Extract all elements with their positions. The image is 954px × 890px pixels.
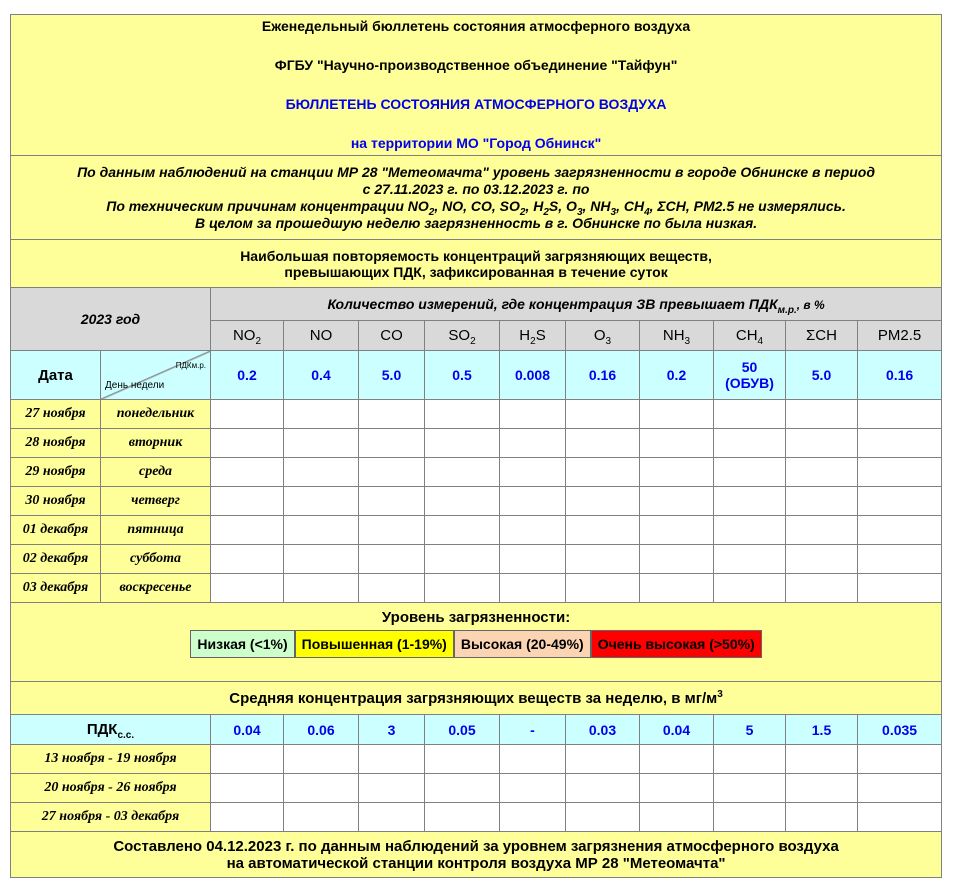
pollutant-header: ΣCH bbox=[786, 321, 858, 351]
day-value-cell bbox=[566, 429, 640, 458]
pdk-mr-value: 50 (ОБУВ) bbox=[714, 351, 786, 400]
level-title: Уровень загрязненности: bbox=[381, 609, 571, 626]
week-row bbox=[11, 745, 942, 774]
week-row bbox=[11, 774, 942, 803]
pdk-ss-value: 0.06 bbox=[284, 715, 359, 745]
pdk-mr-value: 0.4 bbox=[284, 351, 359, 400]
pdk-mr-value: 5.0 bbox=[359, 351, 425, 400]
week-value-cell bbox=[500, 774, 566, 803]
day-value-cell bbox=[425, 487, 500, 516]
section1-title bbox=[11, 240, 942, 288]
day-weekday: четверг bbox=[101, 487, 211, 516]
day-date: 02 декабря bbox=[11, 545, 101, 574]
section1-title-line-2: превышающих ПДК, зафиксированная в течение суток bbox=[284, 263, 668, 280]
week-range: 27 ноября - 03 декабря bbox=[11, 803, 211, 832]
day-value-cell bbox=[500, 574, 566, 603]
header-line-1: Еженедельный бюллетень состояния атмосферного воздуха bbox=[261, 18, 691, 34]
week-value-cell bbox=[714, 803, 786, 832]
bulletin bbox=[10, 14, 942, 878]
day-value-cell bbox=[640, 429, 714, 458]
week-value-cell bbox=[425, 774, 500, 803]
day-value-cell bbox=[566, 574, 640, 603]
pdk-ss-value: 3 bbox=[359, 715, 425, 745]
day-value-cell bbox=[425, 458, 500, 487]
day-value-cell bbox=[714, 458, 786, 487]
year-label: 2023 год bbox=[11, 288, 211, 351]
day-value-cell bbox=[640, 458, 714, 487]
day-date: 28 ноября bbox=[11, 429, 101, 458]
day-row bbox=[11, 516, 942, 545]
bulletin-table bbox=[10, 14, 942, 878]
week-value-cell bbox=[786, 774, 858, 803]
day-value-cell bbox=[284, 545, 359, 574]
pdk-ss-label: $ПДК_{с.с.}$ bbox=[11, 715, 211, 745]
day-value-cell bbox=[786, 458, 858, 487]
day-weekday: суббота bbox=[101, 545, 211, 574]
week-range: 13 ноября - 19 ноября bbox=[11, 745, 211, 774]
day-value-cell bbox=[284, 487, 359, 516]
pollutant-header: $SO_2$ bbox=[425, 321, 500, 351]
week-value-cell bbox=[640, 803, 714, 832]
weeks-body bbox=[11, 745, 942, 832]
pollutant-header: PM2.5 bbox=[858, 321, 942, 351]
week-value-cell bbox=[284, 774, 359, 803]
week-value-cell bbox=[211, 745, 284, 774]
diag-top-label: ПДКм.р. bbox=[175, 361, 206, 370]
pdk-mr-value: 0.2 bbox=[640, 351, 714, 400]
day-value-cell bbox=[786, 574, 858, 603]
day-value-cell bbox=[566, 487, 640, 516]
day-value-cell bbox=[786, 545, 858, 574]
day-value-cell bbox=[211, 545, 284, 574]
day-row bbox=[11, 458, 942, 487]
week-value-cell bbox=[211, 803, 284, 832]
day-value-cell bbox=[359, 458, 425, 487]
diag-bottom-label: День недели bbox=[105, 380, 165, 391]
pdk-ss-value: 0.035 bbox=[858, 715, 942, 745]
day-value-cell bbox=[425, 545, 500, 574]
day-value-cell bbox=[640, 574, 714, 603]
footer bbox=[11, 832, 942, 878]
day-value-cell bbox=[858, 458, 942, 487]
day-value-cell bbox=[211, 487, 284, 516]
day-date: 03 декабря bbox=[11, 574, 101, 603]
days-body bbox=[11, 400, 942, 603]
week-value-cell bbox=[566, 745, 640, 774]
pdk-ss-value: 0.03 bbox=[566, 715, 640, 745]
day-value-cell bbox=[211, 400, 284, 429]
day-value-cell bbox=[858, 574, 942, 603]
level-block bbox=[11, 603, 942, 682]
pdk-mr-value: 0.2 bbox=[211, 351, 284, 400]
level-elevated: Повышенная (1-19%) bbox=[295, 630, 454, 658]
day-value-cell bbox=[500, 545, 566, 574]
day-value-cell bbox=[359, 400, 425, 429]
day-date: 29 ноября bbox=[11, 458, 101, 487]
day-row bbox=[11, 400, 942, 429]
week-value-cell bbox=[858, 745, 942, 774]
day-value-cell bbox=[211, 574, 284, 603]
day-value-cell bbox=[425, 574, 500, 603]
week-row bbox=[11, 803, 942, 832]
level-legend bbox=[190, 630, 761, 658]
day-value-cell bbox=[714, 429, 786, 458]
level-high: Высокая (20-49%) bbox=[454, 630, 591, 658]
week-value-cell bbox=[500, 803, 566, 832]
day-value-cell bbox=[714, 574, 786, 603]
week-value-cell bbox=[359, 803, 425, 832]
week-value-cell bbox=[858, 774, 942, 803]
day-value-cell bbox=[284, 429, 359, 458]
week-value-cell bbox=[858, 803, 942, 832]
level-low: Низкая (<1%) bbox=[190, 630, 294, 658]
day-weekday: пятница bbox=[101, 516, 211, 545]
day-value-cell bbox=[714, 487, 786, 516]
day-value-cell bbox=[566, 458, 640, 487]
day-value-cell bbox=[359, 487, 425, 516]
day-value-cell bbox=[714, 516, 786, 545]
summary-line-2: с 27.11.2023 г. по 03.12.2023 г. по bbox=[362, 180, 590, 197]
day-value-cell bbox=[211, 458, 284, 487]
day-date: 01 декабря bbox=[11, 516, 101, 545]
week-value-cell bbox=[500, 745, 566, 774]
pollutant-header: $O_3$ bbox=[566, 321, 640, 351]
day-value-cell bbox=[858, 487, 942, 516]
day-value-cell bbox=[858, 516, 942, 545]
day-row bbox=[11, 429, 942, 458]
day-value-cell bbox=[786, 487, 858, 516]
summary-block bbox=[11, 156, 942, 240]
day-value-cell bbox=[786, 429, 858, 458]
count-header: Количество измерений, где концентрация ЗВ превышает $ПДК_{м.р.}$, в % bbox=[211, 288, 942, 321]
summary-line-4: В целом за прошедшую неделю загрязненность в г. Обнинске по была низкая. bbox=[195, 214, 758, 231]
week-range: 20 ноября - 26 ноября bbox=[11, 774, 211, 803]
pdk-mr-value: 0.008 bbox=[500, 351, 566, 400]
day-value-cell bbox=[359, 574, 425, 603]
day-value-cell bbox=[359, 516, 425, 545]
pdk-mr-value: 0.16 bbox=[566, 351, 640, 400]
day-value-cell bbox=[858, 400, 942, 429]
header-line-2: ФГБУ "Научно-производственное объединение "Тайфун" bbox=[274, 57, 678, 73]
pdk-ss-value: 0.05 bbox=[425, 715, 500, 745]
week-value-cell bbox=[640, 745, 714, 774]
section2-title: Средняя концентрация загрязняющих веществ за неделю, в $мг/м^3$ bbox=[11, 682, 942, 715]
week-value-cell bbox=[566, 774, 640, 803]
day-value-cell bbox=[786, 400, 858, 429]
day-row bbox=[11, 487, 942, 516]
day-value-cell bbox=[284, 574, 359, 603]
footer-line-1: Составлено 04.12.2023 г. по данным наблюдений за уровнем загрязнения атмосферного воздуха bbox=[113, 837, 839, 855]
week-value-cell bbox=[714, 745, 786, 774]
bulletin-header bbox=[11, 15, 942, 156]
day-value-cell bbox=[284, 516, 359, 545]
pollutant-header: $NO_2$ bbox=[211, 321, 284, 351]
summary-line-1: По данным наблюдений на станции МР 28 "Метеомачта" уровень загрязненности в городе Обнинске в период bbox=[77, 163, 875, 180]
week-value-cell bbox=[425, 745, 500, 774]
week-value-cell bbox=[425, 803, 500, 832]
day-value-cell bbox=[425, 516, 500, 545]
diagonal-header bbox=[101, 351, 211, 400]
day-value-cell bbox=[566, 400, 640, 429]
day-value-cell bbox=[566, 516, 640, 545]
pdk-mr-value: 0.5 bbox=[425, 351, 500, 400]
pdk-ss-value: 0.04 bbox=[211, 715, 284, 745]
day-weekday: вторник bbox=[101, 429, 211, 458]
day-value-cell bbox=[714, 400, 786, 429]
week-value-cell bbox=[359, 774, 425, 803]
day-value-cell bbox=[714, 545, 786, 574]
day-value-cell bbox=[786, 516, 858, 545]
pollutant-header: $CH_4$ bbox=[714, 321, 786, 351]
day-row bbox=[11, 574, 942, 603]
day-value-cell bbox=[500, 400, 566, 429]
week-value-cell bbox=[284, 803, 359, 832]
pollutant-header: CO bbox=[359, 321, 425, 351]
level-very-high: Очень высокая (>50%) bbox=[591, 630, 762, 658]
day-value-cell bbox=[211, 516, 284, 545]
day-value-cell bbox=[500, 516, 566, 545]
pdk-ss-value: 0.04 bbox=[640, 715, 714, 745]
day-weekday: воскресенье bbox=[101, 574, 211, 603]
day-weekday: понедельник bbox=[101, 400, 211, 429]
header-line-4: на территории МО "Город Обнинск" bbox=[350, 135, 602, 151]
day-value-cell bbox=[359, 429, 425, 458]
day-value-cell bbox=[284, 458, 359, 487]
pdk-mr-value: 5.0 bbox=[786, 351, 858, 400]
day-value-cell bbox=[640, 516, 714, 545]
day-value-cell bbox=[640, 487, 714, 516]
day-value-cell bbox=[500, 458, 566, 487]
week-value-cell bbox=[359, 745, 425, 774]
pdk-ss-row bbox=[11, 715, 942, 745]
day-value-cell bbox=[500, 429, 566, 458]
week-value-cell bbox=[284, 745, 359, 774]
pdk-ss-value: 5 bbox=[714, 715, 786, 745]
week-value-cell bbox=[714, 774, 786, 803]
day-value-cell bbox=[640, 545, 714, 574]
pdk-mr-value: 0.16 bbox=[858, 351, 942, 400]
day-value-cell bbox=[211, 429, 284, 458]
pollutant-header: $H_2S$ bbox=[500, 321, 566, 351]
day-value-cell bbox=[566, 545, 640, 574]
pollutant-header: NO bbox=[284, 321, 359, 351]
day-date: 27 ноября bbox=[11, 400, 101, 429]
summary-line-3: По техническим причинам концентрации $NO_2$, NO, CO, $SO_2$, $H_2S$, $O_3$, $NH_3$, $CH_4$, ΣCH, PM2.5 не измерялись. bbox=[106, 197, 846, 218]
pdk-mr-row bbox=[11, 351, 942, 400]
header-line-3: БЮЛЛЕТЕНЬ СОСТОЯНИЯ АТМОСФЕРНОГО ВОЗДУХА bbox=[285, 96, 667, 112]
pollutant-header: $NH_3$ bbox=[640, 321, 714, 351]
day-value-cell bbox=[284, 400, 359, 429]
week-value-cell bbox=[211, 774, 284, 803]
week-value-cell bbox=[786, 803, 858, 832]
pdk-ss-value: - bbox=[500, 715, 566, 745]
day-value-cell bbox=[359, 545, 425, 574]
date-label: Дата bbox=[11, 351, 101, 400]
day-value-cell bbox=[640, 400, 714, 429]
day-value-cell bbox=[425, 400, 500, 429]
pdk-ss-value: 1.5 bbox=[786, 715, 858, 745]
day-value-cell bbox=[500, 487, 566, 516]
day-value-cell bbox=[858, 429, 942, 458]
day-weekday: среда bbox=[101, 458, 211, 487]
day-value-cell bbox=[858, 545, 942, 574]
footer-line-2: на автоматической станции контроля воздуха МР 28 "Метеомачта" bbox=[226, 854, 726, 872]
day-date: 30 ноября bbox=[11, 487, 101, 516]
day-row bbox=[11, 545, 942, 574]
week-value-cell bbox=[786, 745, 858, 774]
section1-title-line-1: Наибольшая повторяемость концентраций загрязняющих веществ, bbox=[240, 247, 712, 264]
day-value-cell bbox=[425, 429, 500, 458]
week-value-cell bbox=[566, 803, 640, 832]
week-value-cell bbox=[640, 774, 714, 803]
